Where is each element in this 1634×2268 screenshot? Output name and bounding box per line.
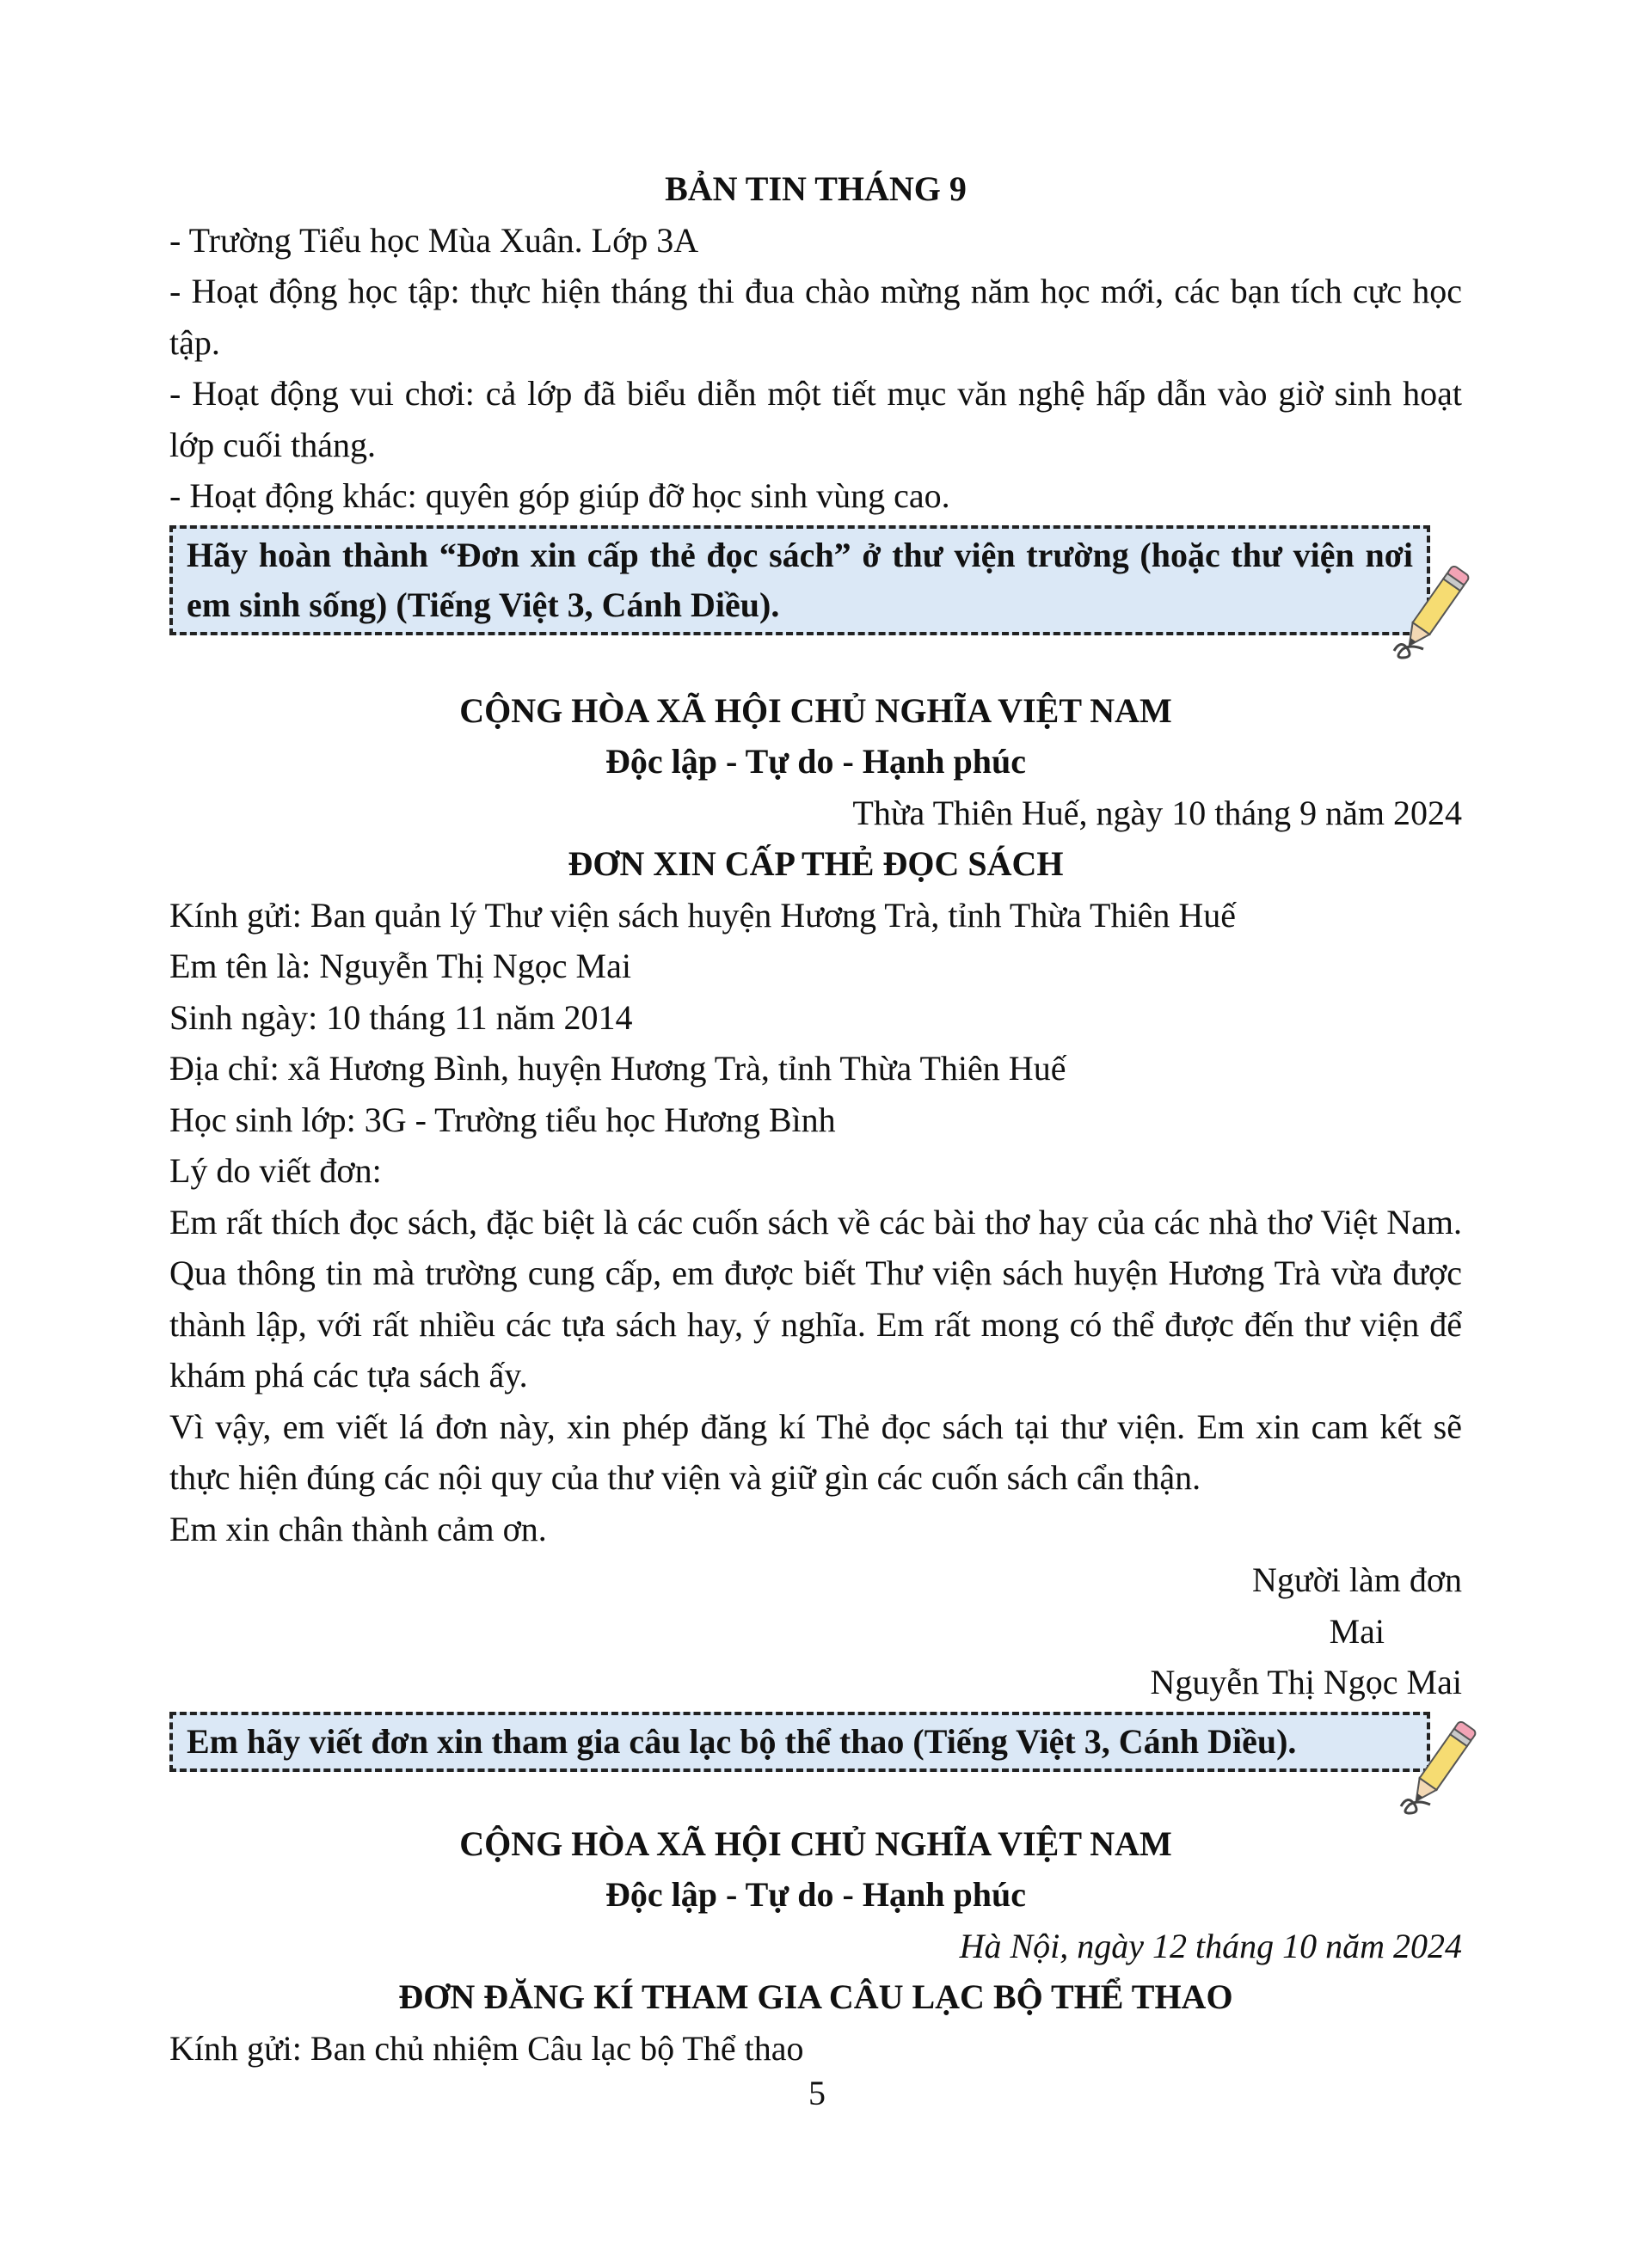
letter1-birth: Sinh ngày: 10 tháng 11 năm 2014 bbox=[169, 997, 633, 1037]
letter2-date: Hà Nội, ngày 12 tháng 10 năm 2024 bbox=[959, 1926, 1462, 1965]
letter1-national-heading: CỘNG HÒA XÃ HỘI CHỦ NGHĨA VIỆT NAM bbox=[459, 690, 1172, 730]
newsletter-title: BẢN TIN THÁNG 9 bbox=[665, 169, 967, 208]
task-text: Hãy hoàn thành “Đơn xin cấp thẻ đọc sách” ở thư viện trường (hoặc thư viện nơi em sinh sống) (Tiếng Việt 3, Cánh Diều). bbox=[187, 535, 1413, 624]
pencil-icon bbox=[1385, 555, 1480, 666]
letter1-thanks: Em xin chân thành cảm ơn. bbox=[169, 1509, 547, 1548]
letter1-recipient: Kính gửi: Ban quản lý Thư viện sách huyện Hương Trà, tỉnh Thừa Thiên Huế bbox=[169, 895, 1236, 935]
letter1-signer-name: Nguyễn Thị Ngọc Mai bbox=[1150, 1663, 1462, 1701]
page-number: 5 bbox=[808, 2074, 826, 2112]
letter1-reason-paragraph-1: Em rất thích đọc sách, đặc biệt là các cuốn sách về các bài thơ hay của các nhà thơ Việt Nam. Qua thông tin mà trường cung cấp, em được biết Thư viện sách huyện Hương Trà vừa được thành lập, với rất nhiều các tựa sách hay, ý nghĩa. Em rất mong có thể được đến thư viện để khám phá các tựa sách ấy. bbox=[169, 1202, 1462, 1395]
task-text: Em hãy viết đơn xin tham gia câu lạc bộ thể thao (Tiếng Việt 3, Cánh Diều). bbox=[187, 1721, 1297, 1761]
letter1-class: Học sinh lớp: 3G - Trường tiểu học Hương Bình bbox=[169, 1100, 836, 1139]
newsletter-item-school: - Trường Tiểu học Mùa Xuân. Lớp 3A bbox=[169, 220, 699, 260]
newsletter-item-other: - Hoạt động khác: quyên góp giúp đỡ học sinh vùng cao. bbox=[169, 476, 950, 515]
letter1-reason-label: Lý do viết đơn: bbox=[169, 1151, 382, 1190]
letter1-motto: Độc lập - Tự do - Hạnh phúc bbox=[605, 742, 1026, 781]
letter2-national-heading: CỘNG HÒA XÃ HỘI CHỦ NGHĨA VIỆT NAM bbox=[459, 1824, 1172, 1863]
newsletter-item-play: - Hoạt động vui chơi: cả lớp đã biểu diễn một tiết mục văn nghệ hấp dẫn vào giờ sinh hoạt lớp cuối tháng. bbox=[169, 374, 1462, 464]
letter2-recipient: Kính gửi: Ban chủ nhiệm Câu lạc bộ Thể thao bbox=[169, 2028, 804, 2068]
letter1-signer-label: Người làm đơn bbox=[1252, 1560, 1462, 1599]
letter1-signature: Mai bbox=[1329, 1611, 1385, 1651]
pencil-icon bbox=[1392, 1710, 1487, 1822]
newsletter-item-study: - Hoạt động học tập: thực hiện tháng thi đua chào mừng năm học mới, các bạn tích cực học tập. bbox=[169, 272, 1462, 362]
task-box-sports-club bbox=[169, 1712, 1430, 1772]
letter1-title: ĐƠN XIN CẤP THẺ ĐỌC SÁCH bbox=[568, 844, 1064, 883]
letter2-motto: Độc lập - Tự do - Hạnh phúc bbox=[605, 1875, 1026, 1914]
page-content bbox=[169, 163, 1462, 2074]
letter1-date: Thừa Thiên Huế, ngày 10 tháng 9 năm 2024 bbox=[852, 793, 1462, 832]
letter1-address: Địa chỉ: xã Hương Bình, huyện Hương Trà, tỉnh Thừa Thiên Huế bbox=[169, 1049, 1066, 1088]
letter2-title: ĐƠN ĐĂNG KÍ THAM GIA CÂU LẠC BỘ THỂ THAO bbox=[398, 1977, 1233, 2016]
task-box-library-card bbox=[169, 525, 1430, 635]
letter1-reason-paragraph-2: Vì vậy, em viết lá đơn này, xin phép đăng kí Thẻ đọc sách tại thư viện. Em xin cam kết sẽ thực hiện đúng các nội quy của thư viện và giữ gìn các cuốn sách cẩn thận. bbox=[169, 1407, 1462, 1497]
letter1-name: Em tên là: Nguyễn Thị Ngọc Mai bbox=[169, 947, 631, 985]
